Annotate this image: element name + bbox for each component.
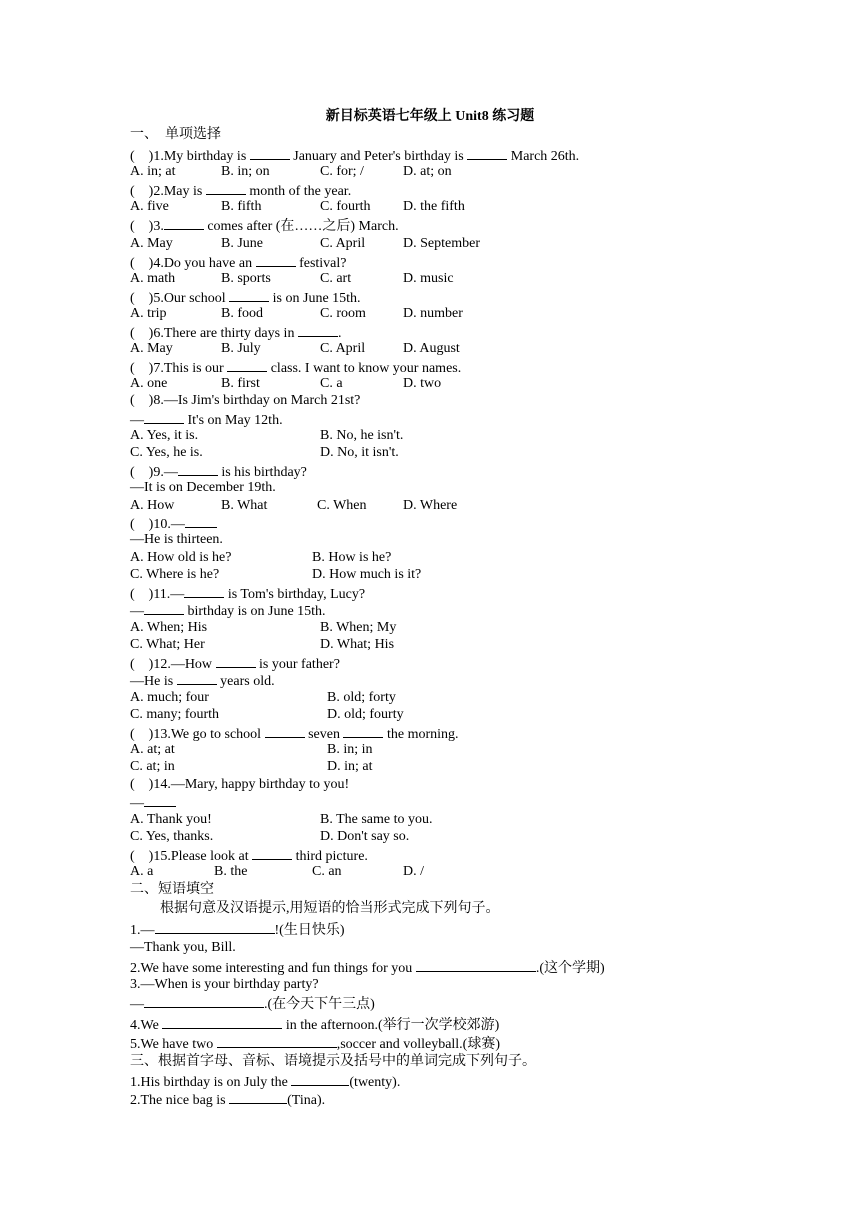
answer-blank: [184, 584, 224, 598]
option-a: A. May: [130, 341, 173, 356]
question-2-stem: ( )2.May is month of the year.: [130, 181, 351, 200]
page-title: 新目标英语七年级上 Unit8 练习题: [325, 109, 535, 124]
answer-blank: [467, 146, 507, 160]
option-a: A. How: [130, 498, 175, 513]
option-b: B. July: [221, 341, 261, 356]
option-d: D. old; fourty: [327, 707, 404, 722]
sentence-1: 1.His birthday is on July the (twenty).: [130, 1072, 400, 1091]
option-b: B. the: [214, 864, 248, 879]
answer-blank: [144, 410, 184, 424]
option-d: D. August: [403, 341, 460, 356]
question-13-stem: ( )13.We go to school seven the morning.: [130, 724, 459, 743]
answer-blank: [291, 1072, 349, 1086]
option-a: A. a: [130, 864, 154, 879]
question-8-reply: — It's on May 12th.: [130, 410, 283, 429]
option-c: C. April: [320, 341, 366, 356]
option-a: A. at; at: [130, 742, 175, 757]
option-a: A. When; His: [130, 620, 208, 635]
section-instruction: 根据句意及汉语提示,用短语的恰当形式完成下列句子。: [160, 901, 500, 916]
option-b: B. old; forty: [327, 690, 396, 705]
answer-blank: [177, 671, 217, 685]
option-b: B. The same to you.: [320, 812, 433, 827]
question-8-stem: ( )8.—Is Jim's birthday on March 21st?: [130, 393, 361, 408]
option-c: C. many; fourth: [130, 707, 220, 722]
answer-blank: [162, 1015, 282, 1029]
question-1-stem: ( )1.My birthday is January and Peter's birthday is March 26th.: [130, 146, 579, 165]
option-c: C. April: [320, 236, 366, 251]
question-4-stem: ( )4.Do you have an festival?: [130, 253, 347, 272]
option-d: D. at; on: [403, 164, 452, 179]
answer-blank: [252, 846, 292, 860]
answer-blank: [229, 288, 269, 302]
option-d: D. How much is it?: [312, 567, 422, 582]
answer-blank: [144, 793, 176, 807]
option-d: D. Don't say so.: [320, 829, 410, 844]
answer-blank: [206, 181, 246, 195]
answer-blank: [250, 146, 290, 160]
option-b: B. in; in: [327, 742, 373, 757]
answer-blank: [155, 920, 275, 934]
answer-blank: [217, 1034, 337, 1048]
option-d: D. September: [403, 236, 480, 251]
option-a: A. math: [130, 271, 176, 286]
option-d: D. music: [403, 271, 454, 286]
answer-blank: [227, 358, 267, 372]
option-d: D. in; at: [327, 759, 373, 774]
option-a: A. much; four: [130, 690, 209, 705]
question-15-stem: ( )15.Please look at third picture.: [130, 846, 368, 865]
option-a: A. How old is he?: [130, 550, 232, 565]
phrase-2: 2.We have some interesting and fun things for you .(这个学期): [130, 958, 605, 977]
option-c: C. fourth: [320, 199, 371, 214]
phrase-5: 5.We have two ,soccer and volleyball.(球赛): [130, 1034, 500, 1053]
section-heading: 三、根据首字母、音标、语境提示及括号中的单词完成下列句子。: [130, 1054, 536, 1069]
question-6-stem: ( )6.There are thirty days in .: [130, 323, 341, 342]
answer-blank: [185, 514, 217, 528]
question-5-stem: ( )5.Our school is on June 15th.: [130, 288, 361, 307]
option-a: A. five: [130, 199, 169, 214]
option-b: B. June: [221, 236, 263, 251]
answer-blank: [416, 958, 536, 972]
question-11-stem: ( )11.— is Tom's birthday, Lucy?: [130, 584, 365, 603]
answer-blank: [144, 994, 264, 1008]
option-c: C. Yes, he is.: [130, 445, 203, 460]
answer-blank: [256, 253, 296, 267]
option-a: A. May: [130, 236, 173, 251]
option-a: A. trip: [130, 306, 167, 321]
option-b: B. How is he?: [312, 550, 392, 565]
question-7-stem: ( )7.This is our class. I want to know your names.: [130, 358, 461, 377]
option-c: C. for; /: [320, 164, 364, 179]
phrase-1-reply: —Thank you, Bill.: [130, 940, 236, 955]
answer-blank: [144, 601, 184, 615]
option-c: C. What; Her: [130, 637, 205, 652]
option-d: D. number: [403, 306, 463, 321]
option-c: C. at; in: [130, 759, 175, 774]
answer-blank: [164, 216, 204, 230]
option-b: B. sports: [221, 271, 271, 286]
answer-blank: [265, 724, 305, 738]
question-9-stem: ( )9.— is his birthday?: [130, 462, 307, 481]
section-heading: 一、 单项选择: [130, 127, 221, 142]
sentence-2: 2.The nice bag is (Tina).: [130, 1090, 325, 1109]
option-b: B. first: [221, 376, 260, 391]
option-d: D. No, it isn't.: [320, 445, 399, 460]
answer-blank: [216, 654, 256, 668]
option-c: C. room: [320, 306, 366, 321]
question-11-reply: — birthday is on June 15th.: [130, 601, 326, 620]
question-14-reply: —: [130, 793, 176, 812]
answer-blank: [178, 462, 218, 476]
question-10-stem: ( )10.—: [130, 514, 217, 533]
question-12-reply: —He is years old.: [130, 671, 275, 690]
phrase-3-reply: — .(在今天下午三点): [130, 994, 375, 1013]
option-d: D. two: [403, 376, 442, 391]
option-c: C. art: [320, 271, 352, 286]
option-c: C. Where is he?: [130, 567, 220, 582]
phrase-4: 4.We in the afternoon.(举行一次学校郊游): [130, 1015, 499, 1034]
question-9-reply: —It is on December 19th.: [130, 480, 276, 495]
section-heading: 二、短语填空: [130, 882, 214, 897]
question-10-reply: —He is thirteen.: [130, 532, 223, 547]
option-a: A. Thank you!: [130, 812, 212, 827]
option-b: B. food: [221, 306, 263, 321]
option-b: B. No, he isn't.: [320, 428, 404, 443]
option-a: A. one: [130, 376, 168, 391]
question-14-stem: ( )14.—Mary, happy birthday to you!: [130, 777, 350, 792]
option-a: A. in; at: [130, 164, 176, 179]
phrase-3: 3.—When is your birthday party?: [130, 977, 319, 992]
answer-blank: [298, 323, 338, 337]
option-d: D. /: [403, 864, 424, 879]
option-a: A. Yes, it is.: [130, 428, 199, 443]
option-d: D. Where: [403, 498, 458, 513]
option-c: C. When: [317, 498, 367, 513]
answer-blank: [343, 724, 383, 738]
option-c: C. a: [320, 376, 343, 391]
option-c: C. an: [312, 864, 342, 879]
option-b: B. fifth: [221, 199, 262, 214]
option-d: D. the fifth: [403, 199, 465, 214]
option-b: B. in; on: [221, 164, 270, 179]
question-3-stem: ( )3. comes after (在……之后) March.: [130, 216, 399, 235]
option-d: D. What; His: [320, 637, 395, 652]
phrase-1: 1.— !(生日快乐): [130, 920, 345, 939]
answer-blank: [229, 1090, 287, 1104]
question-12-stem: ( )12.—How is your father?: [130, 654, 340, 673]
option-c: C. Yes, thanks.: [130, 829, 214, 844]
option-b: B. What: [221, 498, 268, 513]
option-b: B. When; My: [320, 620, 397, 635]
